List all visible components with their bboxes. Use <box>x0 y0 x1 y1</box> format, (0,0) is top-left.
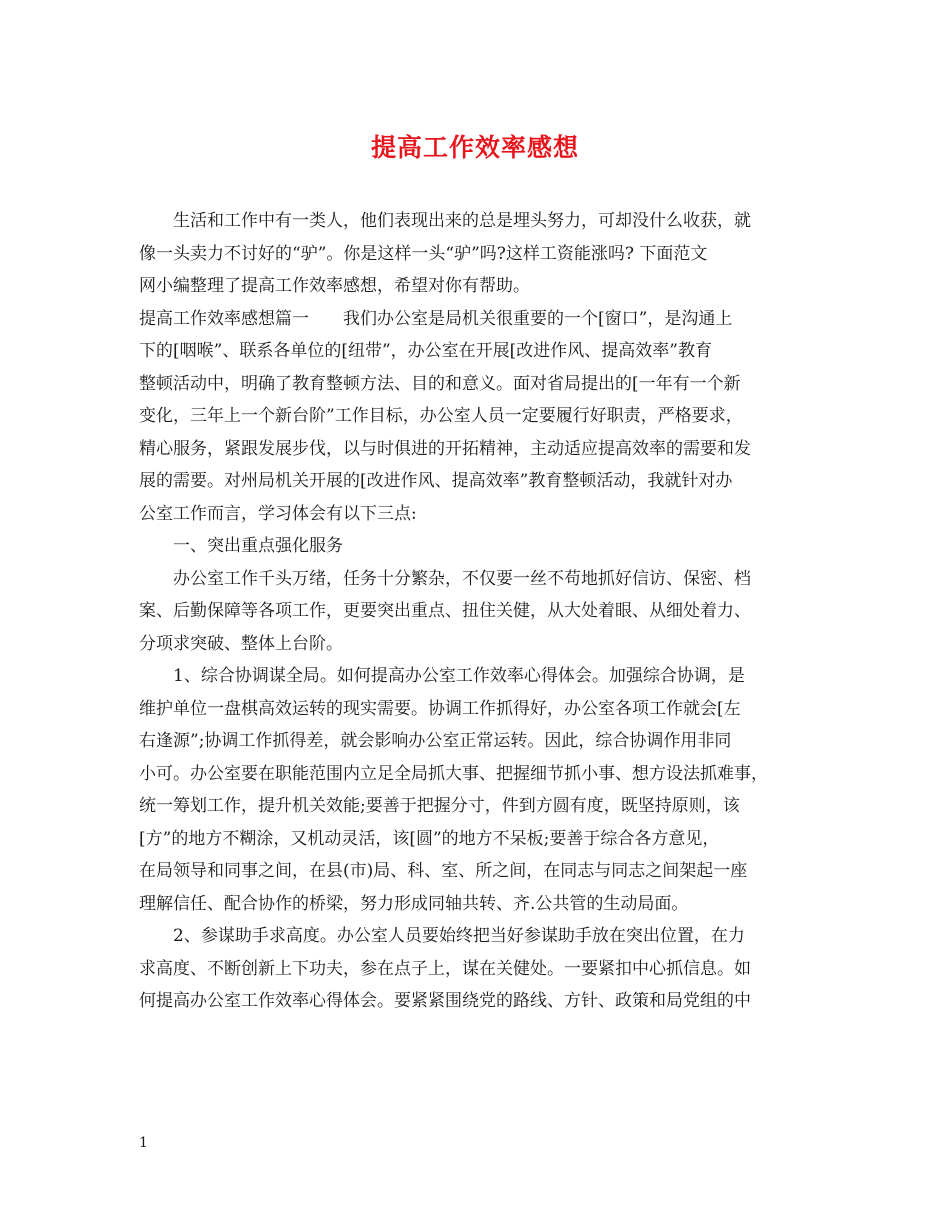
document-title: 提高工作效率感想 <box>370 133 579 162</box>
text-line: 公室工作而言，学习体会有以下三点: <box>139 503 417 524</box>
text-line: 何提高办公室工作效率心得体会。要紧紧围绕党的路线、方针、政策和局党组的中 <box>139 991 751 1011</box>
text-line: 2、参谋助手求高度。办公室人员要始终把当好参谋助手放在突出位置，在力 <box>139 926 745 946</box>
text-line: 变化，三年上一个新台阶”工作目标，办公室人员一定要履行好职责，严格要求， <box>139 406 743 426</box>
text-line: 右逢源”;协调工作抓得差，就会影响办公室正常运转。因此，综合协调作用非同 <box>139 731 732 751</box>
text-line: 理解信任、配合协作的桥梁，努力形成同轴共转、齐.公共管的生动局面。 <box>139 893 689 914</box>
text-line: 展的需要。对州局机关开展的[改进作风、提高效率”教育整顿活动，我就针对办 <box>139 471 733 491</box>
text-line: [方”的地方不糊涂，又机动灵活，该[圆”的地方不呆板;要善于综合各方意见， <box>139 828 720 849</box>
text-line: 生活和工作中有一类人，他们表现出来的总是埋头努力，可却没什么收获，就 <box>139 211 751 231</box>
text-line: 网小编整理了提高工作效率感想，希望对你有帮助。 <box>139 276 530 296</box>
text-line: 在局领导和同事之间，在县(市)局、科、室、所之间，在同志与同志之间架起一座 <box>139 861 748 881</box>
text-line: 办公室工作千头万绪，任务十分繁杂，不仅要一丝不苟地抓好信访、保密、档 <box>139 568 751 589</box>
text-line: 整顿活动中，明确了教育整顿方法、目的和意义。面对省局提出的[一年有一个新 <box>139 373 741 394</box>
document-body <box>139 205 825 1018</box>
text-line: 案、后勤保障等各项工作，更要突出重点、扭住关健，从大处着眼、从细处着力、 <box>139 601 751 621</box>
text-line: 下的[咽喉”、联系各单位的[纽带”，办公室在开展[改进作风、提高效率”教育 <box>139 341 712 361</box>
text-line: 1、综合协调谋全局。如何提高办公室工作效率心得体会。加强综合协调，是 <box>139 666 745 686</box>
text-line: 分项求突破、整体上台阶。 <box>139 633 343 654</box>
text-line: 小可。办公室要在职能范围内立足全局抓大事、把握细节抓小事、想方设法抓难事， <box>139 763 768 784</box>
text-line: 求高度、不断创新上下功夫，参在点子上，谋在关健处。一要紧扣中心抓信息。如 <box>139 958 751 979</box>
page-number: 1 <box>139 1135 148 1151</box>
text-line: 像一头卖力不讨好的“驴”。你是这样一头“驴”吗?这样工资能涨吗? 下面范文 <box>139 243 708 264</box>
text-line: 精心服务，紧跟发展步伐，以与时俱进的开拓精神，主动适应提高效率的需要和发 <box>139 438 751 459</box>
section-heading: 一、突出重点强化服务 <box>139 536 343 556</box>
text-line: 维护单位一盘棋高效运转的现实需要。协调工作抓得好，办公室各项工作就会[左 <box>139 698 741 719</box>
text-line: 统一筹划工作，提升机关效能;要善于把握分寸，件到方圆有度，既坚持原则，该 <box>139 796 740 816</box>
text-line: 提高工作效率感想篇一 我们办公室是局机关很重要的一个[窗口”，是沟通上 <box>139 308 733 329</box>
